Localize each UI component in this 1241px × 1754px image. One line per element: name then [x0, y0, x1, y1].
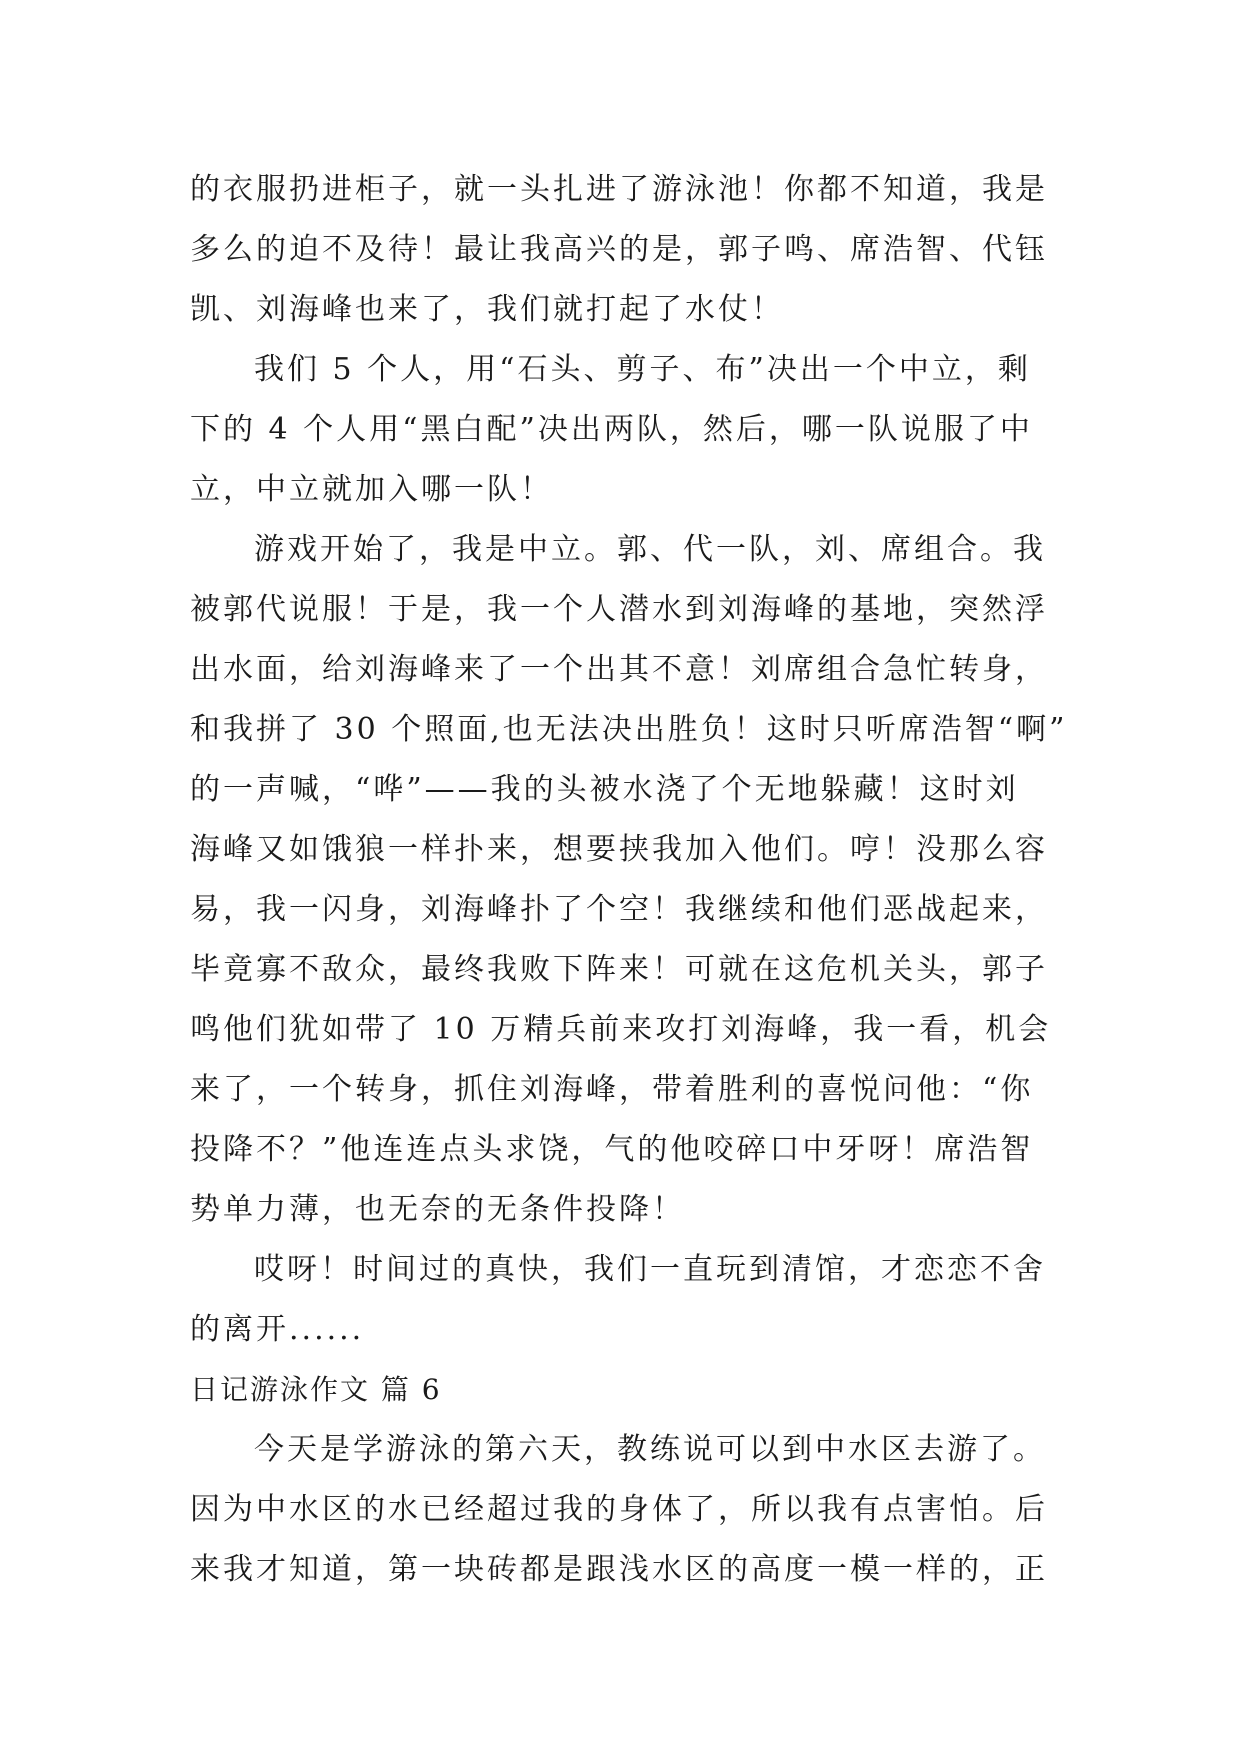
text-line: 出水面，给刘海峰来了一个出其不意！刘席组合急忙转身， [190, 652, 1048, 687]
text-line: 立，中立就加入哪一队！ [190, 472, 553, 507]
text-line: 海峰又如饿狼一样扑来，想要挟我加入他们。哼！没那么容 [190, 832, 1048, 867]
paragraph-5 [190, 1420, 1070, 1600]
paragraph-4 [190, 1240, 1070, 1360]
text-line: 下的 4 个人用“黑白配”决出两队，然后，哪一队说服了中 [190, 412, 1033, 447]
document-body [190, 160, 1070, 1600]
paragraph-1 [190, 160, 1070, 340]
text-line: 的离开...... [190, 1312, 365, 1347]
text-line: 毕竟寡不敌众，最终我败下阵来！可就在这危机关头，郭子 [190, 952, 1048, 987]
text-line: 和我拼了 30 个照面,也无法决出胜负！这时只听席浩智“啊” [190, 712, 1068, 747]
text-line: 易，我一闪身，刘海峰扑了个空！我继续和他们恶战起来， [190, 892, 1048, 927]
section-heading: 日记游泳作文 篇 6 [190, 1373, 442, 1406]
text-line: 势单力薄，也无奈的无条件投降！ [190, 1192, 685, 1227]
text-line: 投降不？”他连连点头求饶，气的他咬碎口中牙呀！席浩智 [190, 1132, 1034, 1167]
paragraph-2 [190, 340, 1070, 520]
text-line: 多么的迫不及待！最让我高兴的是，郭子鸣、席浩智、代钰 [190, 232, 1048, 267]
text-line: 被郭代说服！于是，我一个人潜水到刘海峰的基地，突然浮 [190, 592, 1048, 627]
text-line: 因为中水区的水已经超过我的身体了，所以我有点害怕。后 [190, 1492, 1048, 1527]
text-line: 游戏开始了，我是中立。郭、代一队，刘、席组合。我 [254, 532, 1046, 567]
text-line: 的衣服扔进柜子，就一头扎进了游泳池！你都不知道，我是 [190, 172, 1048, 207]
text-line: 来了，一个转身，抓住刘海峰，带着胜利的喜悦问他：“你 [190, 1072, 1034, 1107]
text-line: 的一声喊，“哗”——我的头被水浇了个无地躲藏！这时刘 [190, 772, 1019, 807]
text-line: 鸣他们犹如带了 10 万精兵前来攻打刘海峰，我一看，机会 [190, 1012, 1052, 1047]
text-line: 我们 5 个人，用“石头、剪子、布”决出一个中立，剩 [254, 352, 1031, 387]
text-line: 哎呀！时间过的真快，我们一直玩到清馆，才恋恋不舍 [254, 1252, 1046, 1287]
text-line: 凯、刘海峰也来了，我们就打起了水仗！ [190, 292, 784, 327]
text-line: 今天是学游泳的第六天，教练说可以到中水区去游了。 [254, 1432, 1046, 1467]
text-line: 来我才知道，第一块砖都是跟浅水区的高度一模一样的，正 [190, 1552, 1048, 1587]
paragraph-3 [190, 520, 1070, 1240]
